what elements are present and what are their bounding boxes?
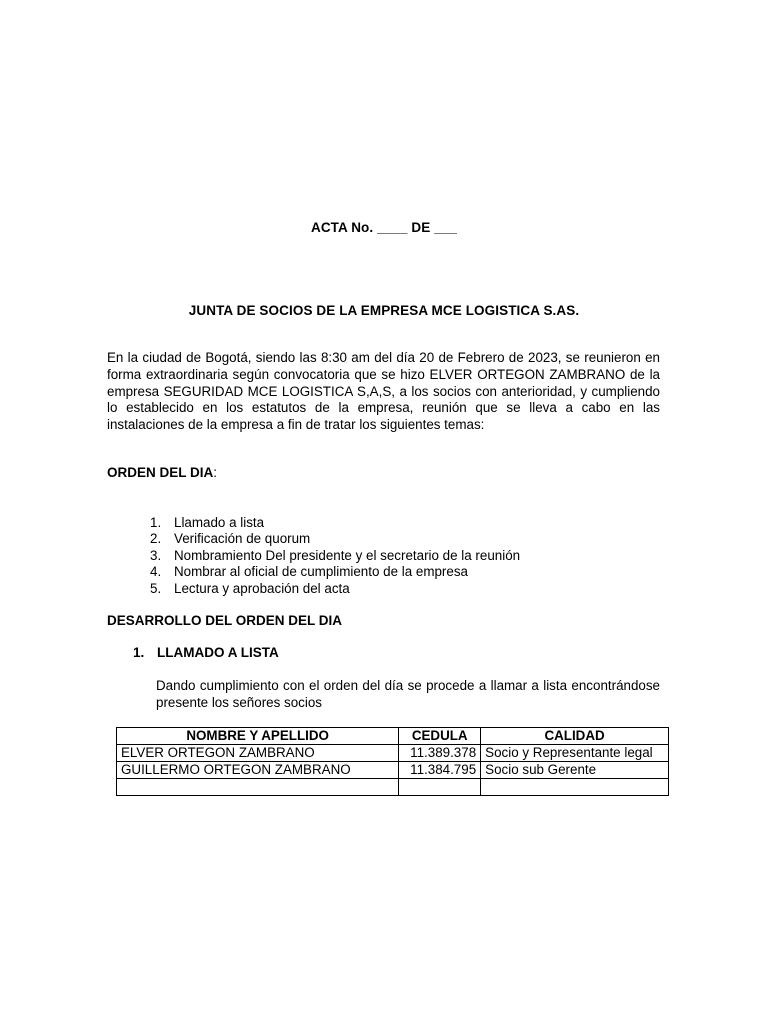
agenda-item-text: Verificación de quorum — [174, 531, 311, 547]
agenda-item-number: 1. — [150, 515, 162, 530]
header-cedula: CEDULA — [399, 728, 481, 745]
orden-del-dia-label: ORDEN DEL DIA — [107, 465, 214, 480]
table-row — [117, 779, 669, 796]
cell-calidad: Socio sub Gerente — [481, 762, 669, 779]
agenda-item — [150, 531, 520, 547]
section-llamado-text: Dando cumplimiento con el orden del día se procede a llamar a lista encontrándose presente los señores socios — [156, 678, 660, 710]
cell-calidad — [481, 779, 669, 796]
agenda-item — [150, 581, 520, 597]
cell-nombre: GUILLERMO ORTEGON ZAMBRANO — [117, 762, 399, 779]
agenda-item-number: 2. — [150, 531, 162, 547]
agenda-list — [150, 515, 520, 597]
cell-cedula — [399, 779, 481, 796]
agenda-item — [150, 548, 520, 564]
header-calidad: CALIDAD — [481, 728, 669, 745]
table-header-row — [117, 728, 669, 745]
socios-table — [116, 727, 669, 796]
agenda-item-number: 3. — [150, 547, 162, 563]
cell-cedula: 11.389.378 — [399, 745, 481, 762]
cell-cedula: 11.384.795 — [399, 762, 481, 779]
section-llamado-heading — [133, 645, 279, 660]
agenda-item — [150, 564, 520, 580]
orden-del-dia-heading — [107, 465, 217, 480]
orden-del-dia-colon: : — [213, 465, 218, 480]
junta-title: JUNTA DE SOCIOS DE LA EMPRESA MCE LOGISTICA S.AS. — [188, 303, 580, 318]
table-row — [117, 762, 669, 779]
header-nombre: NOMBRE Y APELLIDO — [117, 728, 399, 745]
agenda-item-text: Llamado a lista — [174, 515, 265, 530]
section-title: LLAMADO A LISTA — [157, 645, 279, 660]
acta-title: ACTA No. ____ DE ___ — [310, 220, 458, 235]
agenda-item — [150, 515, 520, 531]
desarrollo-heading: DESARROLLO DEL ORDEN DEL DIA — [107, 613, 343, 628]
agenda-item-number: 5. — [150, 580, 162, 596]
table-row — [117, 745, 669, 762]
agenda-item-text: Lectura y aprobación del acta — [174, 580, 350, 596]
section-number: 1. — [133, 645, 145, 660]
cell-nombre — [117, 779, 399, 796]
agenda-item-number: 4. — [150, 564, 162, 580]
agenda-item-text: Nombrar al oficial de cumplimiento de la empresa — [174, 564, 468, 580]
agenda-item-text: Nombramiento Del presidente y el secretario de la reunión — [174, 547, 521, 563]
cell-nombre: ELVER ORTEGON ZAMBRANO — [117, 745, 399, 762]
intro-paragraph: En la ciudad de Bogotá, siendo las 8:30 am del día 20 de Febrero de 2023, se reunieron en forma extraordinaria según convocatoria que se hizo ELVER ORTEGON ZAMBRANO de la empresa SEGURIDAD MCE LOGISTICA S,A,S, a los socios con anterioridad, y cumpliendo lo establecido en los estatutos de la empresa, reunión que se lleva a cabo en las instalaciones de la empresa a fin de tratar los siguientes temas: — [107, 350, 660, 433]
cell-calidad: Socio y Representante legal — [481, 745, 669, 762]
